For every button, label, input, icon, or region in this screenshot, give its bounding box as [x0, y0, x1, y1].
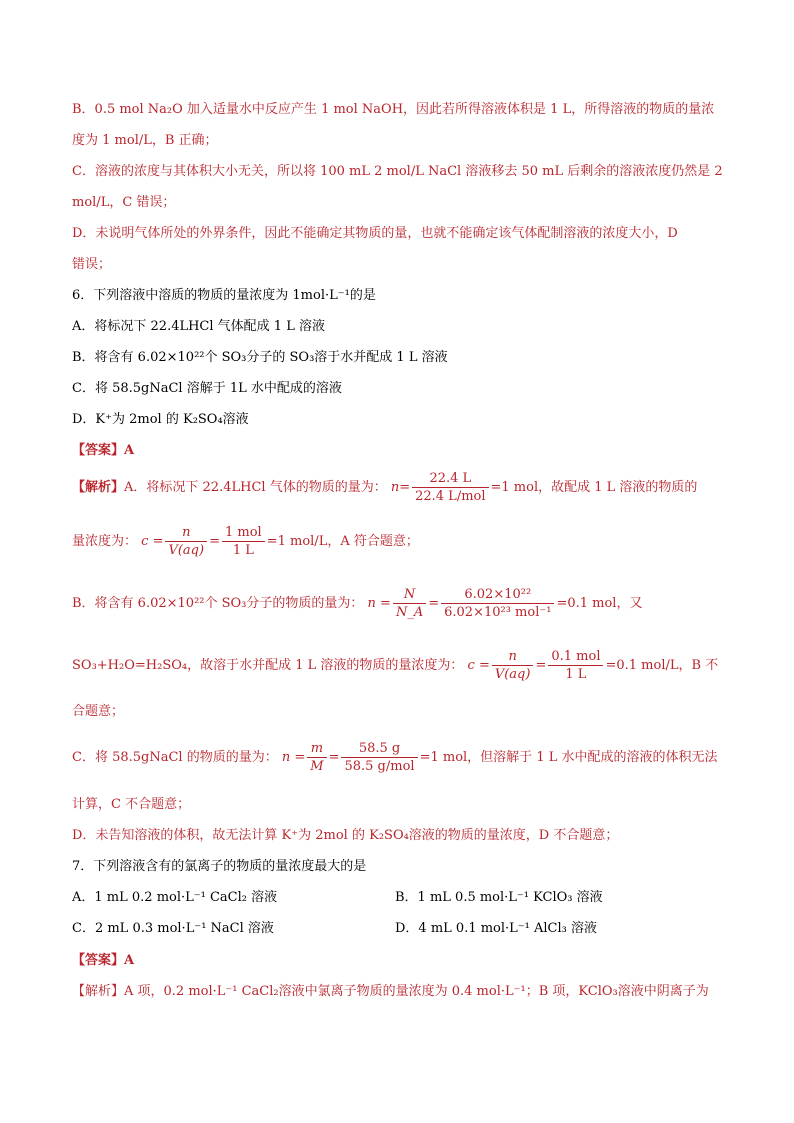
- q5-explanation-c-line1: C．溶液的浓度与其体积大小无关，所以将 100 mL 2 mol/L NaCl 溶液移去 50 mL 后剩余的溶液浓度仍然是 2: [72, 164, 723, 179]
- denominator: 6.02×10²³ mol⁻¹: [441, 603, 554, 621]
- numerator: 1 mol: [224, 525, 262, 540]
- q6-exp-a-c: c =: [141, 534, 164, 549]
- denominator: 22.4 L/mol: [412, 487, 488, 505]
- numerator: 0.1 mol: [551, 649, 601, 664]
- q6-exp-a-n: n=: [390, 480, 411, 495]
- q6-exp-a-fraction2: [165, 524, 207, 559]
- q7-option-d: D．4 mL 0.1 mol·L⁻¹ AlCl₃ 溶液: [395, 921, 598, 936]
- q6-exp-a-text2: 量浓度为：: [72, 534, 138, 549]
- q6-explanation-d: D．未告知溶液的体积，故无法计算 K⁺为 2mol 的 K₂SO₄溶液的物质的量浓度，D 不合题意；: [72, 828, 619, 843]
- denominator: 1 L: [222, 541, 265, 559]
- q6-exp-a-text: A．将标况下 22.4LHCl 气体的物质的量为：: [124, 480, 387, 495]
- q6-explanation-c-line1: [72, 740, 718, 775]
- q6-explanation-b-line2: [72, 648, 718, 683]
- q5-explanation-b-line2: 度为 1 mol/L，B 正确；: [72, 133, 218, 148]
- equals: =: [428, 596, 440, 611]
- equals: =: [209, 534, 220, 549]
- q7-stem: 7．下列溶液含有的氯离子的物质的量浓度最大的是: [72, 859, 367, 874]
- q6-exp-a-fraction3: [222, 524, 265, 559]
- q6-exp-c-result: =1 mol，但溶解于 1 L 水中配成的溶液的体积无法: [419, 750, 718, 765]
- denominator: M: [307, 757, 326, 775]
- q5-explanation-c-line2: mol/L，C 错误；: [72, 195, 176, 210]
- q5-explanation-d-line2: 错误；: [72, 257, 112, 272]
- q7-answer: 【答案】A: [72, 953, 135, 968]
- q7-option-c: C．2 mL 0.3 mol·L⁻¹ NaCl 溶液: [72, 921, 274, 936]
- equals: =: [328, 750, 340, 765]
- q6-exp-b-result2: =0.1 mol/L，B 不: [605, 658, 719, 673]
- q6-option-b: B．将含有 6.02×10²²个 SO₃分子的 SO₃溶于水并配成 1 L 溶液: [72, 350, 448, 365]
- q6-exp-c-fraction2: [341, 740, 417, 775]
- q6-exp-b-text: B．将含有 6.02×10²²个 SO₃分子的物质的量为：: [72, 596, 364, 611]
- numerator: 58.5 g: [358, 741, 401, 756]
- explanation-tag: 【解析】: [72, 480, 125, 495]
- q7-option-b: B．1 mL 0.5 mol·L⁻¹ KClO₃ 溶液: [395, 890, 603, 905]
- q7-option-a: A．1 mL 0.2 mol·L⁻¹ CaCl₂ 溶液: [72, 890, 278, 905]
- q6-explanation-a-line2: [72, 524, 419, 559]
- q5-explanation-d-line1: D．未说明气体所处的外界条件，因此不能确定其物质的量，也就不能确定该气体配制溶液的浓度大小，D: [72, 226, 678, 241]
- numerator: 22.4 L: [429, 471, 472, 486]
- q6-exp-a-result2: =1 mol/L，A 符合题意；: [266, 534, 419, 549]
- denominator: N_A: [393, 603, 426, 621]
- denominator: V(aq): [165, 541, 207, 559]
- q6-exp-b-c: c =: [467, 658, 490, 673]
- q6-exp-c-n: n =: [281, 750, 306, 765]
- q6-explanation-b-line1: [72, 586, 642, 621]
- q6-exp-a-fraction: [412, 470, 488, 505]
- denominator: V(aq): [492, 665, 534, 683]
- q6-exp-a-result: =1 mol，故配成 1 L 溶液的物质的: [490, 480, 698, 495]
- q6-exp-b-fraction3: [492, 648, 534, 683]
- q6-exp-b-result: =0.1 mol，又: [556, 596, 643, 611]
- numerator: 6.02×10²²: [464, 587, 532, 602]
- q6-explanation-a-line1: [72, 470, 697, 505]
- q7-explanation: 【解析】A 项，0.2 mol·L⁻¹ CaCl₂溶液中氯离子物质的量浓度为 0.4 mol·L⁻¹；B 项，KClO₃溶液中阴离子为: [72, 984, 709, 999]
- q6-option-d: D．K⁺为 2mol 的 K₂SO₄溶液: [72, 412, 249, 427]
- numerator: n: [508, 649, 517, 664]
- q6-exp-b-text2: SO₃+H₂O=H₂SO₄，故溶于水并配成 1 L 溶液的物质的量浓度为：: [72, 658, 464, 673]
- q6-exp-b-fraction: [393, 586, 426, 621]
- q6-explanation-b-line3: 合题意；: [72, 704, 125, 719]
- q6-exp-c-text: C．将 58.5gNaCl 的物质的量为：: [72, 750, 278, 765]
- q6-answer: 【答案】A: [72, 443, 135, 458]
- q6-explanation-c-line2: 计算，C 不合题意；: [72, 797, 191, 812]
- q6-exp-c-fraction: [307, 740, 326, 775]
- numerator: n: [182, 525, 191, 540]
- equals: =: [535, 658, 547, 673]
- q6-option-a: A．将标况下 22.4LHCl 气体配成 1 L 溶液: [72, 319, 325, 334]
- q6-exp-b-fraction4: [548, 648, 603, 683]
- q5-explanation-b-line1: B．0.5 mol Na₂O 加入适量水中反应产生 1 mol NaOH，因此若所得溶液体积是 1 L，所得溶液的物质的量浓: [72, 102, 715, 117]
- denominator: 58.5 g/mol: [341, 757, 417, 775]
- numerator: m: [310, 741, 324, 756]
- numerator: N: [403, 587, 416, 602]
- q6-exp-b-fraction2: [441, 586, 554, 621]
- q6-stem: 6．下列溶液中溶质的物质的量浓度为 1mol·L⁻¹的是: [72, 288, 376, 303]
- q6-option-c: C．将 58.5gNaCl 溶解于 1L 水中配成的溶液: [72, 381, 342, 396]
- q6-exp-b-n: n =: [367, 596, 391, 611]
- denominator: 1 L: [548, 665, 603, 683]
